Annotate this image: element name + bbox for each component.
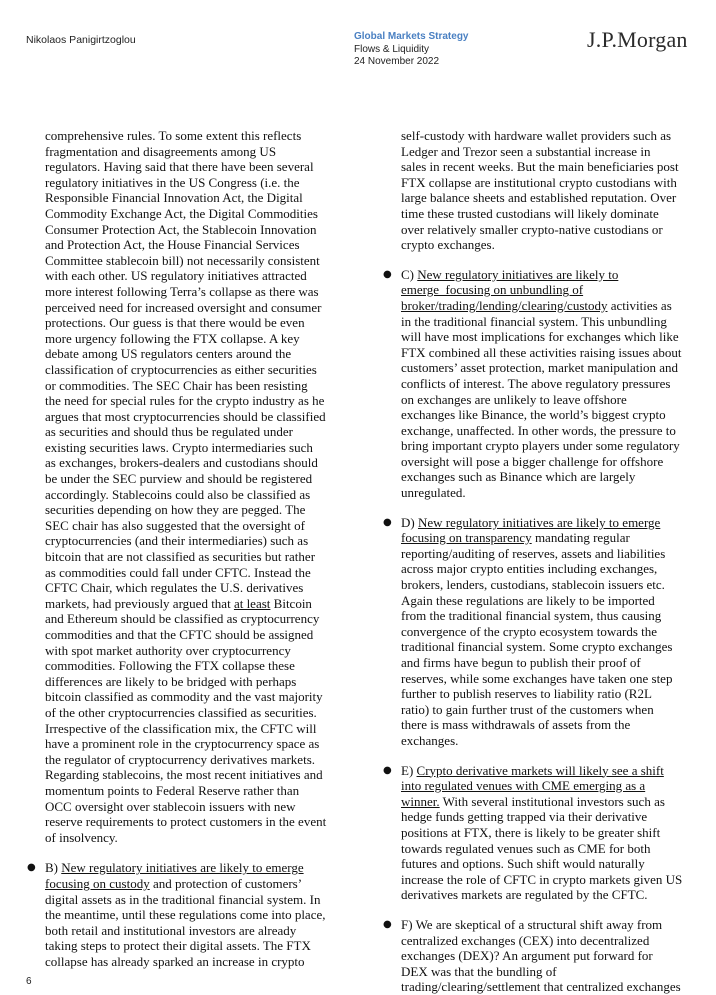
bullet-icon: ● [383,764,392,776]
bullet-f [383,916,697,995]
text-line: momentum points to Federal Reserve rather than [45,782,300,798]
bullet-d: ● D) New regulatory initiatives are likely to emerge focusing on transparency mandating regular reporting/auditing of reserves, assets and liabilities across major crypto entities including exchanges, brokers, lenders, custodians, stablecoin issuers etc. Again these regulations are likely to be imported from the traditional financial system, thus causing convergence of the crypto ecosystem towards the traditional financial system. Some crypto exchanges and firms have begun to publish their proof of reserves, while some exchanges have taken one step further to publish reserves to liability ratio (R2L ratio) to gain further trust of the customers when there is mass withdrawals of assets from the exchanges. [401,515,697,749]
text-line: the meantime, until these regulations come into place, [45,907,326,923]
subsection-title: Flows & Liquidity [354,43,430,55]
underlined-heading: focusing on transparency [401,530,532,546]
text-line: Ledger and Trezor seen a substantial increase in [401,143,651,159]
text-line: Regarding stablecoins, the most recent initiatives and [45,767,323,783]
report-date: 24 November 2022 [354,56,440,67]
text-line: commodities. Following the FTX collapse these [45,658,295,674]
text-line: bitcoin classified as commodity and the vast majority [45,689,323,705]
text-line: protections. Our guess is that there would be even [45,315,305,331]
text-line: unregulated. [401,485,466,501]
text-line: or commodities. The SEC Chair has been resisting [45,377,308,393]
text-line: with each other. US regulatory initiatives attracted [45,268,307,284]
report-header [354,31,468,69]
text-line: taking steps to protect their digital assets. The FTX [45,938,311,954]
bullet-b: ● B) New regulatory initiatives are likely to emerge focusing on custody and protection of customers’ digital assets as in the traditional financial system. In the meantime, until these regulations come into place, both retail and institutional investors are already taking steps to protect their digital assets. The FTX collapse has already sparked an increase in crypto [45,860,345,969]
text-line: differences are likely to be bridged with perhaps [45,673,297,689]
text-line: exchange, unaffected. In other words, the pressure to [401,422,676,438]
text-line: there is mass withdrawals of assets from the [401,717,631,733]
text-line: Commodity Exchange Act, the Digital Commodities [45,205,318,221]
text-line: OCC oversight over stablecoin issuers with new [45,798,296,814]
author-name: Nikolaos Panigirtzoglou [26,34,136,46]
text-line: Again these regulations are likely to be imported [401,592,655,608]
text-line: markets, had previously argued that at least Bitcoin [45,595,312,611]
text-line: ratio) to gain further trust of the customers when [401,701,654,717]
text-line: with spot market authority over cryptocurrency [45,642,291,658]
text-line: from the traditional financial system, thus causing [401,608,662,624]
text-line: bring important crypto players under some regulatory [401,438,680,454]
paragraph-custody-continued [401,128,697,253]
text-line: the regulator of cryptocurrency derivatives markets. [45,751,315,767]
text-line: exchanges (DEX)? An argument put forward for [401,948,653,964]
underlined-heading: Crypto derivative markets will likely see a shift [416,762,664,778]
text-line: trading/clearing/settlement that centralized exchanges [401,979,681,995]
text-line: self-custody with hardware wallet providers such as [401,128,672,143]
text-line: more interest following Terra’s collapse as there was [45,283,319,299]
text-line: as commodities could fall under CFTC. Instead the [45,564,311,580]
text-line: exchanges. [401,732,459,748]
text-line: bitcoin that are not classified as securities but rather [45,549,316,565]
text-line: fragmentation and disagreements among US [45,143,277,159]
text-line: large balance sheets and established reputation. Over [401,190,677,206]
text-line: FTX combined all these activities raising issues about [401,344,682,360]
text-line: and firms have begun to publish their proof of [401,655,641,670]
text-line: increase the role of CFTC in crypto markets given US [401,871,683,887]
text-line: comprehensive rules. To some extent this reflects [45,128,302,143]
left-column [27,128,345,969]
underlined-heading: emerge focusing on unbundling of [401,282,584,298]
text-line: as securities and should thus be regulated under [45,424,294,440]
text-line: FTX collapse are institutional crypto custodians with [401,174,677,190]
text-line: as exchanges, brokers-dealers and custodians should [45,455,318,471]
text-line: regulators. Having said that there have been several [45,159,314,175]
text-line: digital assets as in the traditional financial system. In [45,891,321,907]
section-title: Global Markets Strategy [354,31,469,42]
text-line: regulatory initiatives in the US Congress (i.e. the [45,174,300,190]
text-line: be under the SEC purview and should be registered [45,471,313,487]
text-line: the need for special rules for the crypto industry as he [45,393,325,409]
text-line: reserve requirements to protect customers in the event [45,814,327,830]
underlined-heading: New regulatory initiatives are likely to emerge [61,860,304,876]
text-line: time these trusted custodians will likely dominate [401,205,659,221]
text-line: hedge funds getting trapped via their derivative [401,809,648,825]
underlined-heading: New regulatory initiatives are likely to emerge [417,514,661,530]
right-column [383,128,697,995]
text-line: in the traditional financial system. This unbundling [401,313,667,329]
text-line: derivatives markets are regulated by the CFTC. [401,887,648,903]
underlined-heading: focusing on custody [45,875,150,891]
text-line: debate among US regulators centers around the [45,346,292,362]
text-line: reserves, while some exchanges have taken one step [401,670,673,686]
text-line: classification of cryptocurrencies as either securities [45,361,317,377]
text-line: exchanges such as Binance which are largely [401,469,636,485]
text-line: have a prominent role in the cryptocurrency space as [45,736,320,752]
text-line: towards regulated venues such as CME for both [401,840,651,856]
text-line: further to publish reserves to liability ratio (R2L [401,686,652,702]
text-line: conflicts of interest. The above regulatory pressures [401,375,671,391]
text-line: argues that most cryptocurrencies should be classified [45,408,326,424]
underlined-heading: New regulatory initiatives are likely to [417,266,619,282]
text-line: traditional financial system. Some crypto exchanges [401,639,673,655]
text-line: securities depending on how they are pegged. The [45,502,306,518]
text-line: reporting/auditing of reserves, assets and liabilities [401,545,666,561]
text-line: existing securities laws. Crypto intermediaries such [45,439,313,455]
text-line: Committee stablecoin bill) not necessarily consistent [45,252,320,268]
text-line: CFTC Chair, which regulates the U.S. derivatives [45,580,304,596]
text-line: Consumer Protection Act, the Stablecoin Innovation [45,221,317,237]
bullet-icon: ● [383,268,392,280]
text-line: positions at FTX, there is likely to be greater shift [401,824,661,840]
paragraph-regulation [45,128,345,845]
text-line: F) We are skeptical of a structural shift away from [401,916,663,932]
bullet-icon: ● [383,918,392,930]
text-line: oversight will pose a bigger challenge for offshore [401,453,664,469]
underlined-heading: winner. [401,793,440,809]
text-line: brokers, lenders, custodians, stablecoin issuers etc. [401,577,665,593]
text-line: on exchanges are unlikely to leave offshore [401,391,627,407]
jpmorgan-logo: J.P.Morgan [587,27,688,52]
text-line: centralized exchanges (CEX) into decentralized [401,932,650,948]
bullet-icon: ● [383,516,392,528]
text-line: both retail and institutional investors are already [45,922,297,938]
text-line: of the other cryptocurrencies classified as securities. [45,704,317,720]
text-line: perceived need for increased oversight and consumer [45,299,322,315]
bullet-icon: ● [27,862,36,874]
text-line: and Protection Act, the House Financial Services [45,237,300,253]
text-line: and Ethereum should be classified as cryptocurrency [45,611,320,627]
text-line: cryptocurrencies (and their intermediaries) such as [45,533,309,549]
text-line: over relatively smaller crypto-native custodians or [401,221,663,237]
text-line: crypto exchanges. [401,237,495,253]
text-line: accordingly. Stablecoins could also be classified as [45,486,311,502]
text-line: more urgency following the FTX collapse. A key [45,330,300,346]
underlined-text: at least [233,595,271,611]
text-line: will have most implications for exchanges which like [401,329,679,345]
text-line: DEX was that the bundling of [401,963,557,979]
text-line: collapse has already sparked an increase in crypto [45,953,305,969]
text-line: of insolvency. [45,829,118,845]
underlined-heading: broker/trading/lending/clearing/custody [401,297,608,313]
text-line: SEC chair has also suggested that the oversight of [45,517,305,533]
text-line: across major crypto entities including exchanges, [401,561,658,577]
text-line: sales in recent weeks. But the main beneficiaries post [401,159,679,175]
text-line: commodities and that the CFTC should be assigned [45,627,314,642]
text-line: futures and options. Such shift would naturally [401,856,645,872]
text-line: exchanges like Binance, the world’s biggest crypto [401,407,666,423]
bullet-e: ● E) Crypto derivative markets will likely see a shift into regulated venues with CME emerging as a winner. With several institutional investors such as hedge funds getting trapped via their derivative positions at FTX, there is likely to be greater shift towards regulated venues such as CME for both futures and options. Such shift would naturally increase the role of CFTC in crypto markets given US derivatives markets are regulated by the CFTC. [401,763,697,903]
page-number: 6 [26,976,32,987]
text-line: convergence of the crypto ecosystem towards the [401,623,658,639]
text-line: Irrespective of the classification mix, the CFTC will [45,720,317,736]
text-line: customers’ asset protection, market manipulation and [401,360,679,376]
bullet-c: ● C) New regulatory initiatives are likely to emerge focusing on unbundling of broker/trading/lending/clearing/custody activities as in the traditional financial system. This unbundling will have most implications for exchanges which like FTX combined all these activities raising issues about customers’ asset protection, market manipulation and conflicts of interest. The above regulatory pressures on exchanges are unlikely to leave offshore exchanges like Binance, the world’s biggest crypto exchange, unaffected. In other words, the pressure to bring important crypto players under some regulatory oversight will pose a bigger challenge for offshore exchanges such as Binance which are largely unregulated. [401,267,697,501]
underlined-heading: into regulated venues with CME emerging as a [401,778,646,794]
text-line: Responsible Financial Innovation Act, the Digital [45,190,303,206]
